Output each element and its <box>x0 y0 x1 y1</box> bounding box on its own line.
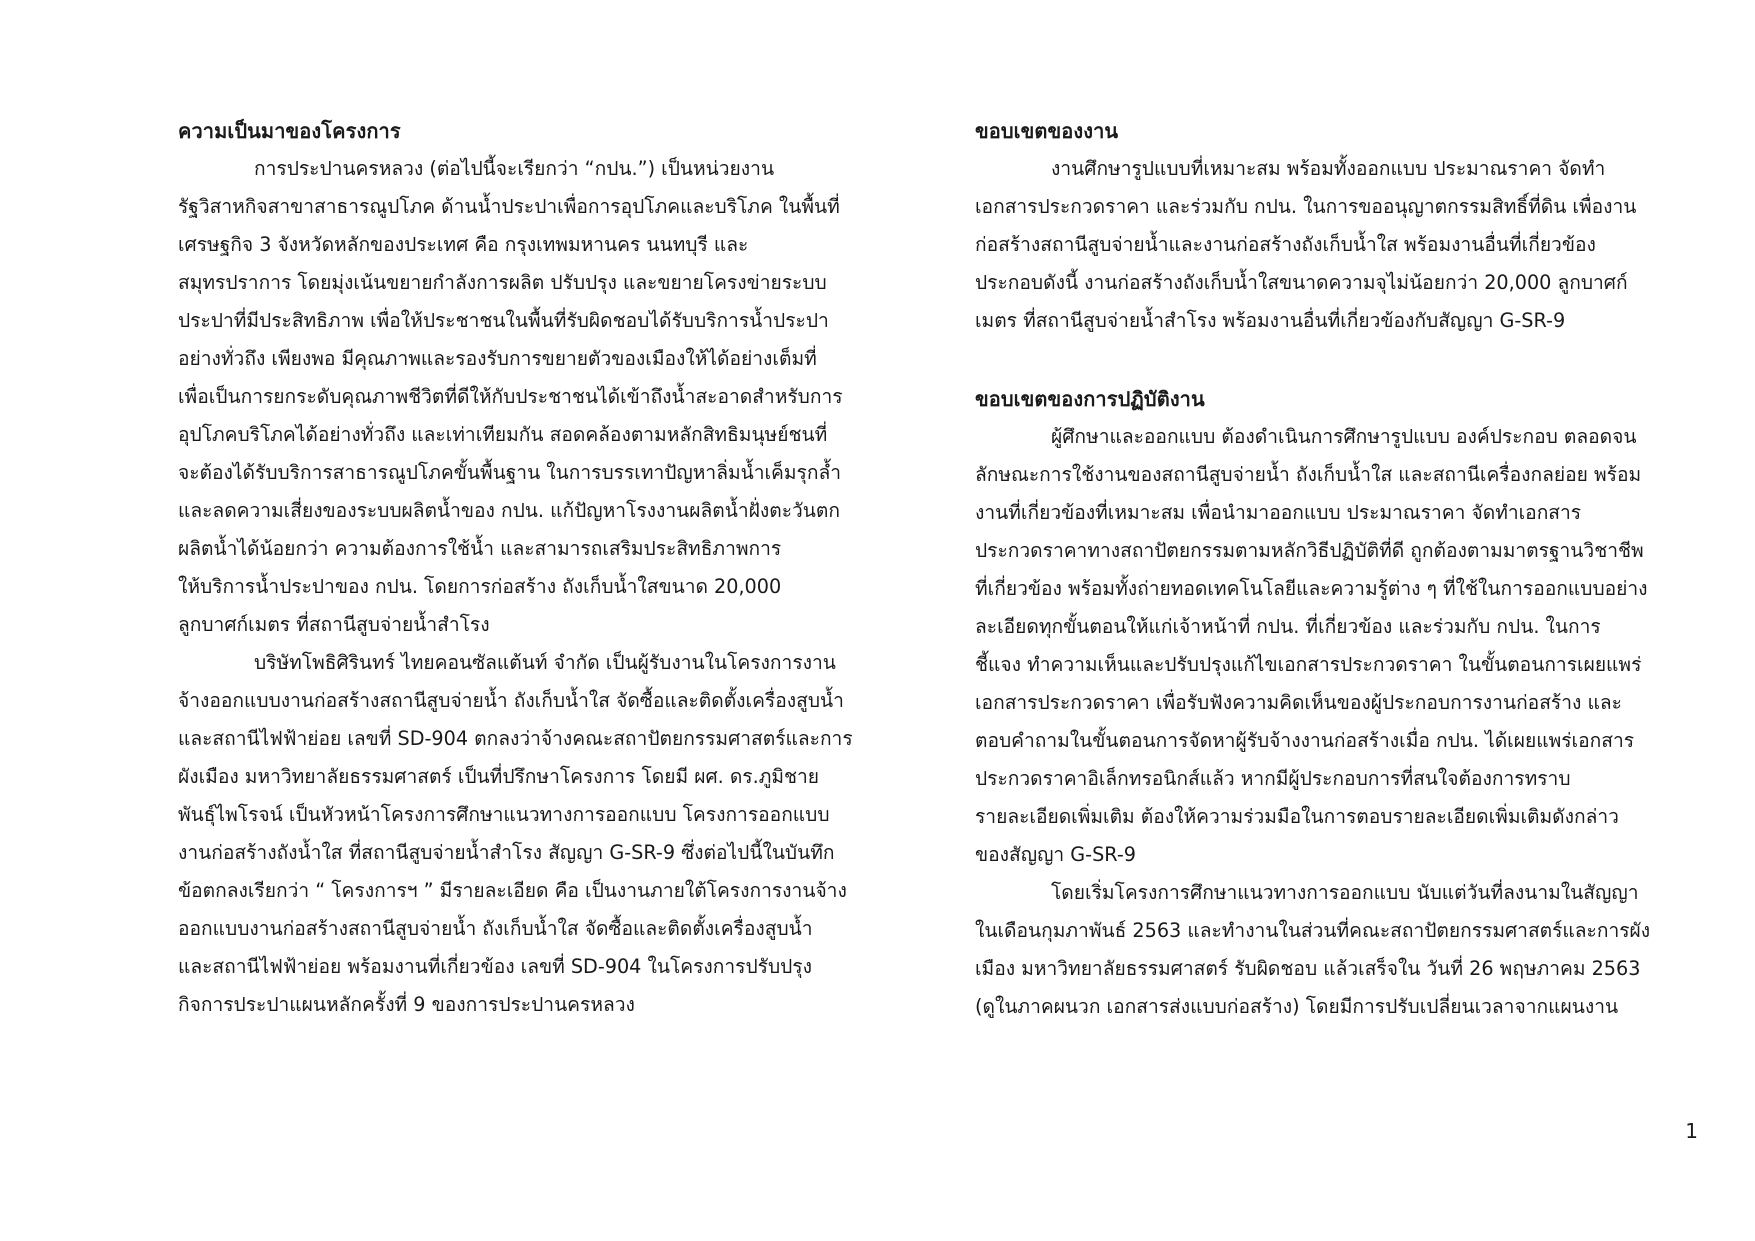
text-line: จ้างออกแบบงานก่อสร้างสถานีสูบจ่ายน้ำ ถังเก็บน้ำใส จัดซื้อและติดตั้งเครื่องสูบน้ำ <box>178 689 844 712</box>
text-line: งานก่อสร้างถังน้ำใส ที่สถานีสูบจ่ายน้ำสำโรง สัญญา G-SR-9 ซึ่งต่อไปนี้ในบันทึก <box>178 841 835 864</box>
text-line: เศรษฐกิจ 3 จังหวัดหลักของประเทศ คือ กรุงเทพมหานคร นนทบุรี และ <box>178 233 749 256</box>
text-line: เมือง มหาวิทยาลัยธรรมศาสตร์ รับผิดชอบ แล้วเสร็จใน วันที่ 26 พฤษภาคม 2563 <box>975 957 1641 980</box>
text-line: ลูกบาศก์เมตร ที่สถานีสูบจ่ายน้ำสำโรง <box>178 613 490 636</box>
section-heading-scope: ขอบเขตของงาน <box>975 119 1119 143</box>
text-line: ประกวดราคาอิเล็กทรอนิกส์แล้ว หากมีผู้ประกอบการที่สนใจต้องการทราบ <box>975 767 1571 790</box>
text-line: พันธุ์ไพโรจน์ เป็นหัวหน้าโครงการศึกษาแนวทางการออกแบบ โครงการออกแบบ <box>178 803 830 826</box>
text-line: เอกสารประกวดราคา และร่วมกับ กปน. ในการขออนุญาตกรรมสิทธิ์ที่ดิน เพื่องาน <box>975 195 1637 218</box>
text-line: ที่เกี่ยวข้อง พร้อมทั้งถ่ายทอดเทคโนโลยีและความรู้ต่าง ๆ ที่ใช้ในการออกแบบอย่าง <box>975 577 1648 600</box>
right-column <box>975 112 1695 1026</box>
section-heading-background: ความเป็นมาของโครงการ <box>178 119 401 143</box>
text-line: และสถานีไฟฟ้าย่อย พร้อมงานที่เกี่ยวข้อง เลขที่ SD-904 ในโครงการปรับปรุง <box>178 955 812 978</box>
text-line: รายละเอียดเพิ่มเติม ต้องให้ความร่วมมือในการตอบรายละเอียดเพิ่มเติมดังกล่าว <box>975 805 1619 828</box>
text-line: ประกอบดังนี้ งานก่อสร้างถังเก็บน้ำใสขนาดความจุไม่น้อยกว่า 20,000 ลูกบาศก์ <box>975 271 1628 294</box>
paragraph-background-2 <box>178 644 910 1024</box>
paragraph-scope <box>975 150 1695 340</box>
text-line: ออกแบบงานก่อสร้างสถานีสูบจ่ายน้ำ ถังเก็บน้ำใส จัดซื้อและติดตั้งเครื่องสูบน้ำ <box>178 917 813 940</box>
text-line: เอกสารประกวดราคา เพื่อรับฟังความคิดเห็นของผู้ประกอบการงานก่อสร้าง และ <box>975 691 1622 714</box>
text-line: การประปานครหลวง (ต่อไปนี้จะเรียกว่า “กปน.”) เป็นหน่วยงาน <box>254 157 775 180</box>
page-number: 1 <box>1685 1119 1698 1143</box>
text-line: กิจการประปาแผนหลักครั้งที่ 9 ของการประปานครหลวง <box>178 993 635 1016</box>
left-column <box>178 112 910 1024</box>
text-line: อุปโภคบริโภคได้อย่างทั่วถึง และเท่าเทียมกัน สอดคล้องตามหลักสิทธิมนุษย์ชนที่ <box>178 423 828 446</box>
text-line: และสถานีไฟฟ้าย่อย เลขที่ SD-904 ตกลงว่าจ้างคณะสถาปัตยกรรมศาสตร์และการ <box>178 727 853 750</box>
text-line: รัฐวิสาหกิจสาขาสาธารณูปโภค ด้านน้ำประปาเพื่อการอุปโภคและบริโภค ในพื้นที่ <box>178 195 840 218</box>
text-line: ให้บริการน้ำประปาของ กปน. โดยการก่อสร้าง ถังเก็บน้ำใสขนาด 20,000 <box>178 575 782 598</box>
text-line: สมุทรปราการ โดยมุ่งเน้นขยายกำลังการผลิต ปรับปรุง และขยายโครงข่ายระบบ <box>178 271 827 294</box>
section-gap <box>975 340 1695 380</box>
paragraph-background-1 <box>178 150 910 644</box>
text-line: เพื่อเป็นการยกระดับคุณภาพชีวิตที่ดีให้กับประชาชนได้เข้าถึงน้ำสะอาดสำหรับการ <box>178 385 843 408</box>
text-line: ผังเมือง มหาวิทยาลัยธรรมศาสตร์ เป็นที่ปรึกษาโครงการ โดยมี ผศ. ดร.ภูมิชาย <box>178 765 820 788</box>
section-heading-operation-scope: ขอบเขตของการปฏิบัติงาน <box>975 387 1205 411</box>
text-line: จะต้องได้รับบริการสาธารณูปโภคขั้นพื้นฐาน ในการบรรเทาปัญหาลิ่มน้ำเค็มรุกล้ำ <box>178 461 841 484</box>
text-line: ประปาที่มีประสิทธิภาพ เพื่อให้ประชาชนในพื้นที่รับผิดชอบได้รับบริการน้ำประปา <box>178 309 829 332</box>
text-line: เมตร ที่สถานีสูบจ่ายน้ำสำโรง พร้อมงานอื่นที่เกี่ยวข้องกับสัญญา G-SR-9 <box>975 309 1566 332</box>
text-line: ละเอียดทุกขั้นตอนให้แก่เจ้าหน้าที่ กปน. ที่เกี่ยวข้อง และร่วมกับ กปน. ในการ <box>975 615 1601 638</box>
paragraph-timeline <box>975 874 1695 1026</box>
text-line: บริษัทโพธิศิรินทร์ ไทยคอนซัลแต้นท์ จำกัด เป็นผู้รับงานในโครงการงาน <box>254 651 836 674</box>
text-line: งานที่เกี่ยวข้องที่เหมาะสม เพื่อนำมาออกแบบ ประมาณราคา จัดทำเอกสาร <box>975 501 1582 524</box>
text-line: ผู้ศึกษาและออกแบบ ต้องดำเนินการศึกษารูปแบบ องค์ประกอบ ตลอดจน <box>1051 425 1637 448</box>
text-line: ลักษณะการใช้งานของสถานีสูบจ่ายน้ำ ถังเก็บน้ำใส และสถานีเครื่องกลย่อย พร้อม <box>975 463 1642 486</box>
text-line: โดยเริ่มโครงการศึกษาแนวทางการออกแบบ นับแต่วันที่ลงนามในสัญญา <box>1051 881 1639 904</box>
text-line: (ดูในภาคผนวก เอกสารส่งแบบก่อสร้าง) โดยมีการปรับเปลี่ยนเวลาจากแผนงาน <box>975 995 1619 1018</box>
text-line: ก่อสร้างสถานีสูบจ่ายน้ำและงานก่อสร้างถังเก็บน้ำใส พร้อมงานอื่นที่เกี่ยวข้อง <box>975 233 1596 256</box>
text-line: ตอบคำถามในขั้นตอนการจัดหาผู้รับจ้างงานก่อสร้างเมื่อ กปน. ได้เผยแพร่เอกสาร <box>975 729 1635 752</box>
text-line: ข้อตกลงเรียกว่า “ โครงการฯ ” มีรายละเอียด คือ เป็นงานภายใต้โครงการงานจ้าง <box>178 879 847 902</box>
text-line: ผลิตน้ำได้น้อยกว่า ความต้องการใช้น้ำ และสามารถเสริมประสิทธิภาพการ <box>178 537 782 560</box>
text-line: งานศึกษารูปแบบที่เหมาะสม พร้อมทั้งออกแบบ ประมาณราคา จัดทำ <box>1051 157 1606 180</box>
text-line: ของสัญญา G-SR-9 <box>975 843 1136 866</box>
text-line: ชี้แจง ทำความเห็นและปรับปรุงแก้ไขเอกสารประกวดราคา ในขั้นตอนการเผยแพร่ <box>975 653 1642 676</box>
paragraph-operation-scope <box>975 418 1695 874</box>
text-line: อย่างทั่วถึง เพียงพอ มีคุณภาพและรองรับการขยายตัวของเมืองให้ได้อย่างเต็มที่ <box>178 347 817 370</box>
text-line: ในเดือนกุมภาพันธ์ 2563 และทำงานในส่วนที่คณะสถาปัตยกรรมศาสตร์และการผัง <box>975 919 1651 942</box>
text-line: ประกวดราคาทางสถาปัตยกรรมตามหลักวิธีปฏิบัติที่ดี ถูกต้องตามมาตรฐานวิชาชีพ <box>975 539 1644 562</box>
text-line: และลดความเสี่ยงของระบบผลิตน้ำของ กปน. แก้ปัญหาโรงงานผลิตน้ำฝั่งตะวันตก <box>178 499 840 522</box>
